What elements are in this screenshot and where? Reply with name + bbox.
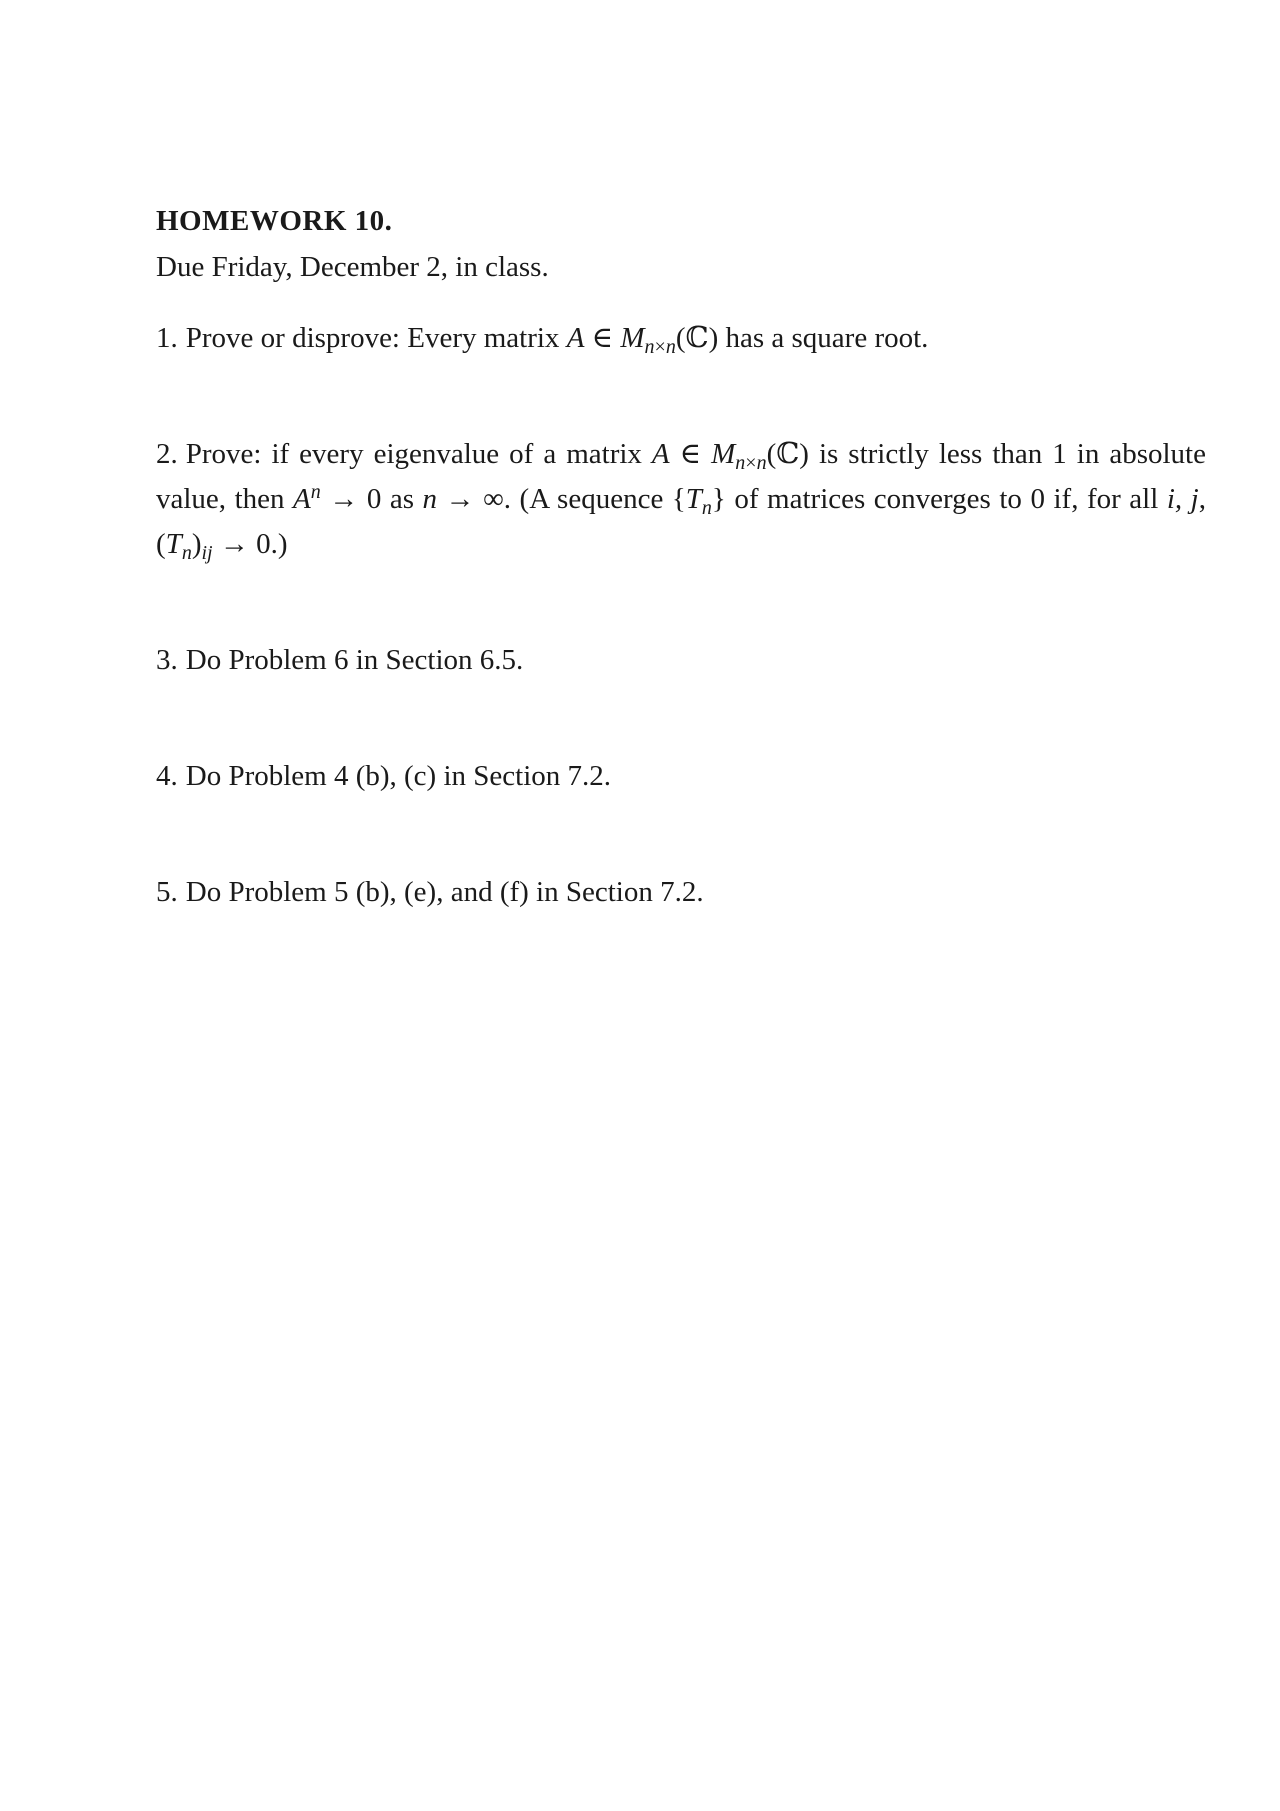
problem-4 — [156, 754, 1206, 799]
problem-1 — [156, 316, 1206, 361]
problem-number: 3. — [156, 644, 178, 676]
problem-text: Do Problem 6 in Section 6.5. — [185, 644, 524, 676]
problem-number: 5. — [156, 876, 178, 908]
due-date-line: Due Friday, December 2, in class. — [156, 251, 549, 283]
problem-number: 1. — [156, 322, 178, 354]
problem-3 — [156, 638, 1206, 683]
problem-number: 2. — [156, 438, 178, 470]
problem-text: Do Problem 5 (b), (e), and (f) in Section 7.2. — [185, 876, 704, 908]
problem-text: Prove: if every eigenvalue of a matrix A ∈ $M_{n\times n}(ℂ)$ is strictly less than 1 in absolute value, then $A^n \to 0$ as n → ∞. (A sequence $\{T_n\}$ of matrices converges to 0 if, for all i, j, $(T_n)_{ij} \to 0$.) — [156, 438, 1206, 564]
problem-number: 4. — [156, 760, 178, 792]
document-title: HOMEWORK 10. — [156, 205, 393, 237]
problem-5 — [156, 870, 1206, 915]
problem-2 — [156, 432, 1206, 567]
problem-text: Do Problem 4 (b), (c) in Section 7.2. — [185, 760, 612, 792]
document-content — [156, 198, 1206, 986]
problem-text: Prove or disprove: Every matrix A ∈ $M_{n\times n}(ℂ)$ has a square root. — [185, 322, 929, 358]
